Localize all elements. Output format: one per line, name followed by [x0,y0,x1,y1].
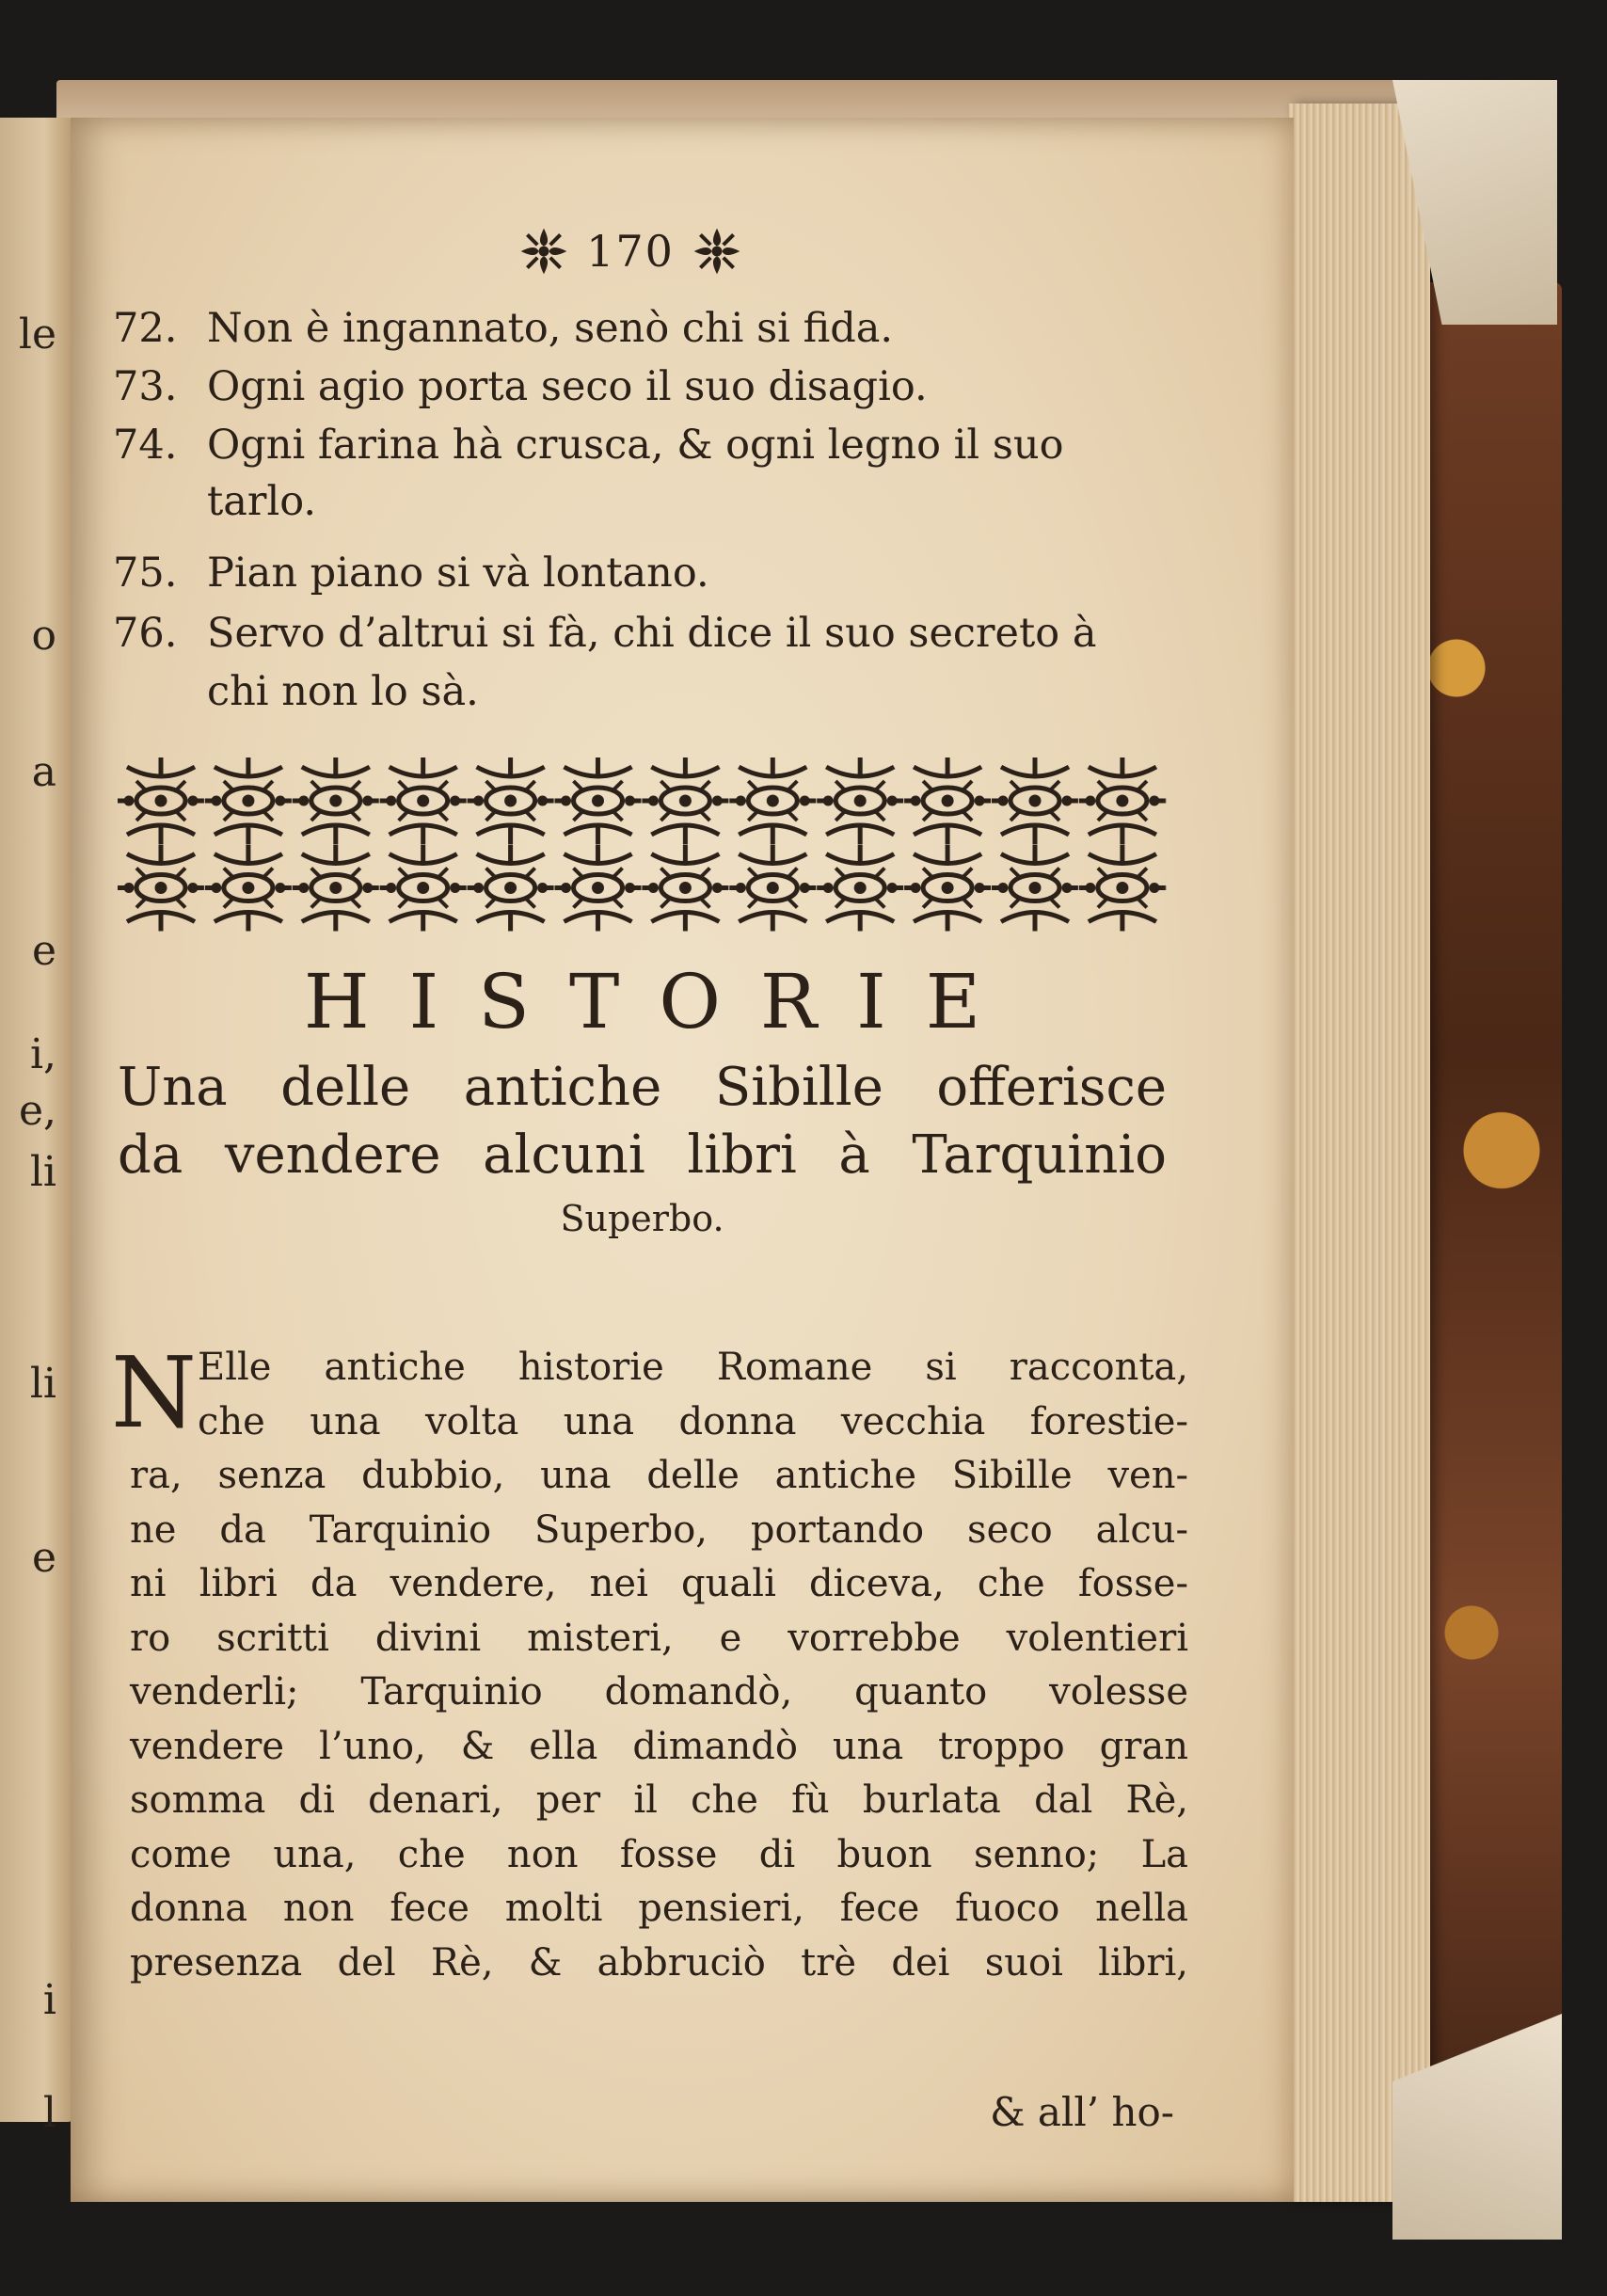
catchword: & all’ ho- [990,2089,1174,2135]
proverb-number: 76. [113,610,178,657]
proverb-item [113,301,893,356]
left-page-fragment: a [31,748,56,796]
proverb-text: Ogni farina hà crusca, & ogni legno il suo [207,422,1064,469]
proverb-text: Ogni agio porta seco il suo disagio. [207,363,928,410]
proverb-item [113,606,1096,661]
body-line: Elle antiche historie Romane si racconta, [198,1346,1188,1389]
proverb-continuation [113,474,316,529]
body-line: vendere l’uno, & ella dimandò una troppo gran [130,1724,1188,1768]
body-line: ro scritti divini misteri, e vorrebbe volentieri [130,1616,1188,1660]
proverb-number: 74. [113,422,178,469]
left-page-fragment: le [18,311,56,359]
body-line: venderli; Tarquinio domandò, quanto volesse [130,1670,1188,1714]
body-line: che una volta una donna vecchia forestie- [198,1399,1188,1443]
section-subtitle [118,1054,1167,1248]
left-page-fragment: i, [29,1030,56,1078]
proverb-text: Servo d’altrui si fà, chi dice il suo secreto à [207,610,1097,657]
left-page-fragment: li [29,1360,56,1408]
proverb-number: 72. [113,305,178,352]
proverb-text: Pian piano si và lontano. [207,550,709,597]
left-page-fragment: i [42,1976,56,2024]
section-title: HISTORIE [303,958,1021,1045]
left-page-fragment: li [29,1148,56,1196]
page-edges-stack [1289,104,1430,2202]
fleuron-icon [518,226,569,277]
left-page-fragment: e, [18,1087,56,1135]
left-page-fragment: o [31,612,56,660]
drop-cap: N [111,1335,197,1450]
body-paragraph [130,1341,1188,1990]
left-page-fragment: l [42,2089,56,2137]
page-header [470,218,790,284]
proverb-item [113,359,928,414]
proverb-continuation [113,664,479,719]
left-page-fragment: e [31,1534,56,1582]
proverb-item [113,418,1063,472]
proverb-number: 73. [113,363,178,410]
marbled-cover-board [1411,282,1562,2211]
page-number: 170 [586,226,675,277]
body-line: ra, senza dubbio, una delle antiche Sibille ven- [130,1454,1188,1497]
subtitle-line: Superbo. [560,1198,724,1239]
ornamental-band [118,757,1167,932]
body-line: ne da Tarquinio Superbo, portando seco alcu- [130,1507,1188,1552]
proverb-item [113,546,709,600]
proverb-text: Non è ingannato, senò chi si fida. [207,305,894,352]
fleuron-icon [692,226,742,277]
body-line: presenza del Rè, & abbruciò trè dei suoi libri, [130,1940,1188,1985]
body-line: donna non fece molti pensieri, fece fuoco nella [130,1887,1188,1930]
body-line: come una, che non fosse di buon senno; La [130,1832,1188,1876]
left-page-fragment: e [31,927,56,975]
subtitle-line: da vendere alcuni libri à Tarquinio [118,1124,1167,1186]
body-line: ni libri da vendere, nei quali diceva, che fosse- [130,1562,1188,1605]
proverb-text: tarlo. [207,478,317,525]
proverb-text: chi non lo sà. [207,668,479,715]
subtitle-line: Una delle antiche Sibille offerisce [118,1057,1167,1118]
body-line: somma di denari, per il che fù burlata dal Rè, [130,1778,1188,1822]
proverb-number: 75. [113,550,178,597]
